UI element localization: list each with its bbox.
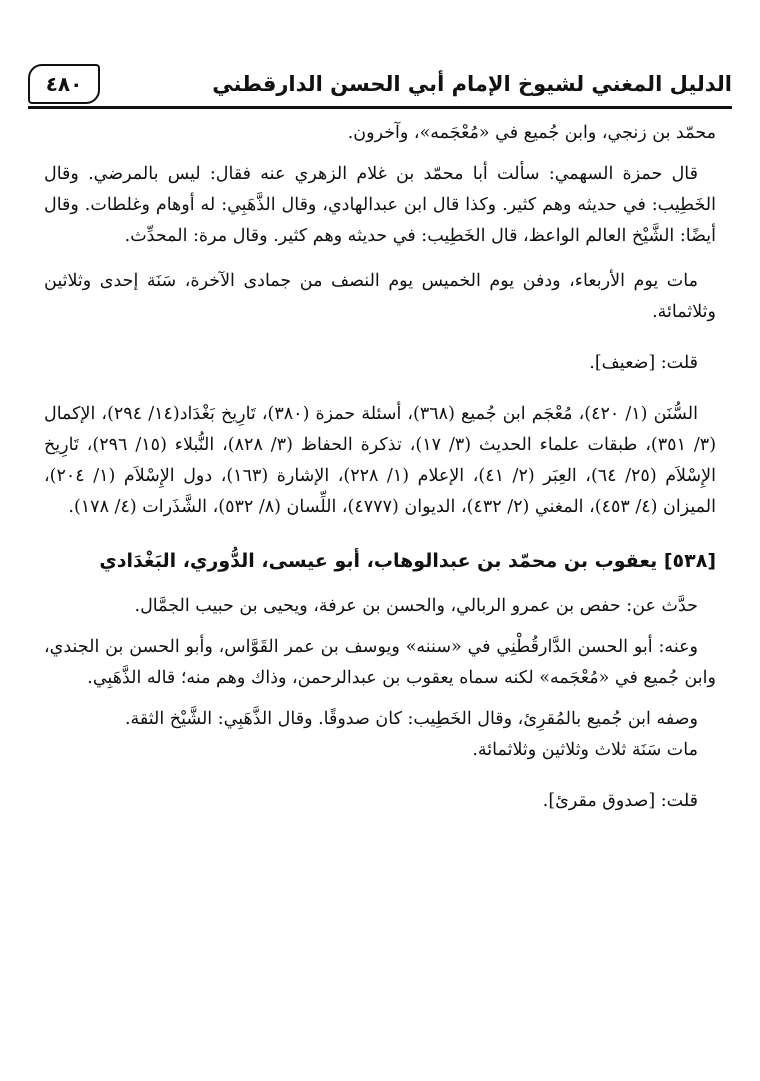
narrated-from-paragraph: حدَّث عن: حفص بن عمرو الربالي، والحسن بن عرفة، ويحيى بن حبيب الجمَّال.: [134, 596, 698, 616]
sources-paragraph: السُّنَن (١/ ٤٢٠)، مُعْجَم ابن جُميع (٣٦٨)، أسئلة حمزة (٣٨٠)، تَارِيخ بَغْدَاد(١٤/ ٢٩٤)، الإكمال (٣/ ٣٥١)، طبقات علماء الحديث (٣/ ١٧)، تذكرة الحفاظ (٣/ ٨٢٨)، النُّبلاء (١٥/ ٢٩٦)، تَارِيخ الإِسْلاَم (٢٥/ ٦٤)، العِبَر (٢/ ٤١)، الإعلام (١/ ٢٢٨)، الإشارة (١٦٣)، دول الإِسْلاَم (١/ ٢٠٤)، الميزان (٤/ ٤٥٣)، المغني (٢/ ٤٣٢)، الديوان (٤٧٧٧)، اللِّسان (٨/ ٥٣٢)، الشَّذَرات (٤/ ١٧٨).: [44, 404, 717, 517]
entry-death-paragraph: مات سَنَة ثلاث وثلاثين وثلاثمائة.: [472, 740, 698, 760]
header-divider: [28, 106, 732, 109]
page-number: ٤٨٠: [28, 64, 100, 104]
critic-statements-paragraph: قال حمزة السهمي: سألت أبا محمّد بن غلام الزهري عنه فقال: ليس بالمرضي. وقال الخَطِيب: في حديثه وهم كثير. وكذا قال ابن عبدالهادي، وقال الذَّهَبِي: له أوهام وغلطات. وقال أيضًا: الشَّيْخ العالم الواعظ، قال الخَطِيب: في حديثه وهم كثير. وقال مرة: المحدِّث.: [44, 164, 716, 246]
entry-verdict-paragraph: قلت: [صدوق مقرئ].: [542, 791, 698, 811]
description-paragraph: وصفه ابن جُميع بالمُقرِئ، وقال الخَطِيب: كان صدوقًا. وقال الذَّهَبِي: الشَّيْخ الثقة.: [124, 709, 698, 729]
running-header: [28, 62, 732, 108]
narrators-paragraph: وعنه: أبو الحسن الدَّارقُطْنِي في «سننه» ويوسف بن عمر القَوَّاس، وأبو الحسن بن الجندي، وابن جُميع في «مُعْجَمه» لكنه سماه يعقوب بن عبدالرحمن، وذاك وهم منه؛ قاله الذَّهَبِي.: [44, 637, 716, 688]
book-title: الدليل المغني لشيوخ الإمام أبي الحسن الدارقطني: [212, 72, 732, 96]
verdict-paragraph: قلت: [ضعيف].: [589, 353, 698, 373]
death-paragraph: مات يوم الأربعاء، ودفن يوم الخميس يوم النصف من جمادى الآخرة، سَنَة إحدى وثلاثين وثلاثمائة.: [44, 271, 716, 322]
entry-heading: [٥٣٨] يعقوب بن محمّد بن عبدالوهاب، أبو عيسى، الدُّوري، البَغْدَادي: [99, 550, 716, 572]
page-body: [44, 118, 716, 817]
continuation-paragraph: محمّد بن زنجي، وابن جُميع في «مُعْجَمه»، وآخرون.: [347, 123, 716, 143]
